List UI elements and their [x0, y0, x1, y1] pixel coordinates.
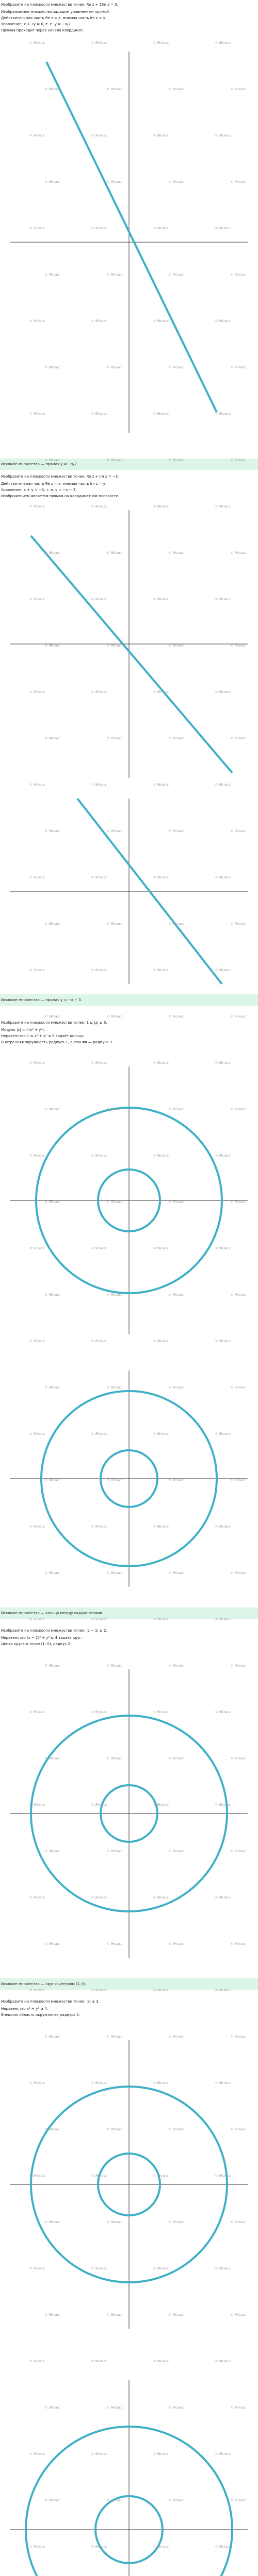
watermark: © ЯКласс	[91, 969, 107, 972]
watermark: © ЯКласс	[106, 2406, 123, 2410]
watermark: © ЯКласс	[106, 2313, 123, 2317]
watermark: © ЯКласс	[230, 1571, 247, 1575]
watermark: © ЯКласс	[168, 1015, 185, 1019]
watermark: © ЯКласс	[91, 319, 107, 323]
watermark: © ЯКласс	[168, 1479, 185, 1482]
watermark: © ЯКласс	[29, 1618, 45, 1621]
watermark: © ЯКласс	[44, 2221, 61, 2224]
watermark: © ЯКласс	[153, 412, 169, 416]
watermark: © ЯКласс	[29, 505, 45, 509]
watermark: © ЯКласс	[230, 366, 247, 369]
watermark: © ЯКласс	[230, 2128, 247, 2131]
watermark: © ЯКласс	[168, 1386, 185, 1389]
watermark: © ЯКласс	[91, 41, 107, 45]
watermark: © ЯКласс	[215, 134, 231, 138]
watermark: © ЯКласс	[91, 1340, 107, 1343]
watermark: © ЯКласс	[230, 551, 247, 555]
watermark: © ЯКласс	[215, 1989, 231, 1992]
watermark: © ЯКласс	[106, 1108, 123, 1111]
ex1-line-2: Действительная часть Re z = x, мнимая часть Im z = y.	[1, 16, 106, 20]
watermark: © ЯКласс	[153, 598, 169, 601]
watermark: © ЯКласс	[168, 366, 185, 369]
watermark: © ЯКласс	[29, 1061, 45, 1065]
watermark: © ЯКласс	[29, 1247, 45, 1250]
watermark: © ЯКласс	[153, 1618, 169, 1621]
watermark: © ЯКласс	[91, 690, 107, 694]
watermark: © ЯКласс	[44, 1850, 61, 1853]
ex1-title: Изобразите на плоскости множество точек: Re z + 2Im z = 0.	[1, 3, 118, 7]
watermark: © ЯКласс	[168, 88, 185, 91]
watermark: © ЯКласс	[106, 1386, 123, 1389]
ex5-title: Изобразите на плоскости множество точек: |z| ≥ 2.	[1, 1999, 100, 2004]
ex5-graph	[0, 2030, 258, 2339]
watermark: © ЯКласс	[91, 876, 107, 879]
watermark: © ЯКласс	[91, 1061, 107, 1065]
watermark: © ЯКласс	[106, 1015, 123, 1019]
watermark: © ЯКласс	[91, 1432, 107, 1436]
watermark: © ЯКласс	[29, 2545, 45, 2549]
watermark: © ЯКласс	[153, 1525, 169, 1529]
watermark: © ЯКласс	[215, 1340, 231, 1343]
ex4-line-1: Неравенство (x − 1)² + y² ≤ 4 задаёт круг.	[1, 1636, 83, 1640]
watermark: © ЯКласс	[215, 1803, 231, 1807]
ex2-line-1: Действительная часть Re z = x, мнимая часть Im z = y.	[1, 482, 106, 486]
watermark: © ЯКласс	[168, 1200, 185, 1204]
watermark: © ЯКласс	[215, 1525, 231, 1529]
watermark: © ЯКласс	[44, 1386, 61, 1389]
watermark: © ЯКласс	[230, 1200, 247, 1204]
watermark: © ЯКласс	[91, 412, 107, 416]
ex3-line-1: Модуль |z| = √(x² + y²).	[1, 1028, 45, 1032]
watermark: © ЯКласс	[153, 2545, 169, 2549]
watermark: © ЯКласс	[168, 273, 185, 277]
watermark: © ЯКласс	[29, 1525, 45, 1529]
watermark: © ЯКласс	[91, 1247, 107, 1250]
ex1-line-4: Прямая проходит через начало координат.	[1, 28, 84, 32]
ex2-graph-b	[0, 793, 258, 989]
watermark: © ЯКласс	[44, 644, 61, 648]
watermark: © ЯКласс	[29, 1340, 45, 1343]
watermark: © ЯКласс	[106, 1571, 123, 1575]
watermark: © ЯКласс	[44, 459, 61, 462]
ex3-answer: Искомое множество — кольцо между окружностями.	[1, 1611, 104, 1615]
ex3-line-2: Неравенство 1 ≤ x² + y² ≤ 9 задаёт кольцо.	[1, 1034, 85, 1038]
watermark: © ЯКласс	[230, 1757, 247, 1760]
ex3-title: Изобразите на плоскости множество точек: 1 ≤ |z| ≤ 3.	[1, 1021, 107, 1025]
watermark: © ЯКласс	[29, 969, 45, 972]
watermark: © ЯКласс	[230, 737, 247, 740]
watermark: © ЯКласс	[168, 551, 185, 555]
watermark: © ЯКласс	[91, 1803, 107, 1807]
watermark: © ЯКласс	[106, 1479, 123, 1482]
watermark: © ЯКласс	[168, 459, 185, 462]
ex4-graph	[0, 1659, 258, 1968]
watermark: © ЯКласс	[215, 1896, 231, 1900]
watermark: © ЯКласс	[215, 227, 231, 230]
watermark: © ЯКласс	[44, 273, 61, 277]
watermark: © ЯКласс	[153, 1989, 169, 1992]
watermark: © ЯКласс	[153, 783, 169, 787]
watermark: © ЯКласс	[29, 319, 45, 323]
ex1-graph	[0, 41, 258, 443]
ex2-answer: Искомое множество — прямая y = −x − 3.	[1, 998, 82, 1002]
watermark: © ЯКласс	[44, 1200, 61, 1204]
watermark: © ЯКласс	[44, 180, 61, 184]
watermark: © ЯКласс	[215, 969, 231, 972]
watermark: © ЯКласс	[44, 1293, 61, 1297]
watermark: © ЯКласс	[91, 2267, 107, 2270]
ex5-line-2: Внешняя область окружности радиуса 2.	[1, 2013, 80, 2017]
ex5-line-1: Неравенство x² + y² ≥ 4.	[1, 2007, 49, 2011]
watermark: © ЯКласс	[153, 1340, 169, 1343]
watermark: © ЯКласс	[230, 459, 247, 462]
ex4-answer: Искомое множество — круг с центром (1; 0).	[1, 1982, 87, 1986]
watermark: © ЯКласс	[230, 829, 247, 833]
watermark: © ЯКласс	[168, 1942, 185, 1946]
watermark: © ЯКласс	[215, 2174, 231, 2178]
watermark: © ЯКласс	[44, 1479, 61, 1482]
watermark: © ЯКласс	[153, 1432, 169, 1436]
watermark: © ЯКласс	[153, 134, 169, 138]
watermark: © ЯКласс	[44, 1942, 61, 1946]
watermark: © ЯКласс	[230, 2313, 247, 2317]
watermark: © ЯКласс	[44, 1015, 61, 1019]
watermark: © ЯКласс	[106, 1850, 123, 1853]
ex1-answer: Искомое множество — прямая y = −x/2.	[1, 462, 78, 466]
watermark: © ЯКласс	[29, 1710, 45, 1714]
watermark: © ЯКласс	[230, 1293, 247, 1297]
watermark: © ЯКласс	[44, 366, 61, 369]
watermark: © ЯКласс	[91, 2174, 107, 2178]
watermark: © ЯКласс	[230, 1386, 247, 1389]
watermark: © ЯКласс	[106, 459, 123, 462]
watermark: © ЯКласс	[153, 1896, 169, 1900]
watermark: © ЯКласс	[215, 1247, 231, 1250]
watermark: © ЯКласс	[106, 644, 123, 648]
watermark: © ЯКласс	[215, 598, 231, 601]
ex3-graph	[0, 1056, 258, 1345]
watermark: © ЯКласс	[168, 2128, 185, 2131]
watermark: © ЯКласс	[168, 1664, 185, 1668]
watermark: © ЯКласс	[230, 2035, 247, 2039]
watermark: © ЯКласс	[153, 505, 169, 509]
watermark: © ЯКласс	[215, 2452, 231, 2456]
watermark: © ЯКласс	[91, 1989, 107, 1992]
watermark: © ЯКласс	[168, 180, 185, 184]
ex3-line-3: Внутренняя окружность радиуса 1, внешняя — радиуса 3.	[1, 1040, 114, 1044]
watermark: © ЯКласс	[168, 2406, 185, 2410]
watermark: © ЯКласс	[91, 783, 107, 787]
watermark: © ЯКласс	[168, 922, 185, 926]
watermark: © ЯКласс	[91, 1710, 107, 1714]
watermark: © ЯКласс	[153, 227, 169, 230]
ex2-line-2: Уравнение: x + y = −3, т. е. y = −x − 3.	[1, 488, 77, 492]
watermark: © ЯКласс	[215, 1432, 231, 1436]
watermark: © ЯКласс	[215, 690, 231, 694]
watermark: © ЯКласс	[168, 2035, 185, 2039]
watermark: © ЯКласс	[29, 2267, 45, 2270]
watermark: © ЯКласс	[91, 1618, 107, 1621]
watermark: © ЯКласс	[106, 2221, 123, 2224]
watermark: © ЯКласс	[29, 41, 45, 45]
watermark: © ЯКласс	[44, 1757, 61, 1760]
watermark: © ЯКласс	[168, 829, 185, 833]
watermark: © ЯКласс	[44, 88, 61, 91]
watermark: © ЯКласс	[153, 1061, 169, 1065]
watermark: © ЯКласс	[230, 180, 247, 184]
watermark: © ЯКласс	[230, 1108, 247, 1111]
watermark: © ЯКласс	[230, 273, 247, 277]
watermark: © ЯКласс	[153, 1247, 169, 1250]
watermark: © ЯКласс	[230, 1664, 247, 1668]
watermark: © ЯКласс	[230, 922, 247, 926]
watermark: © ЯКласс	[106, 2035, 123, 2039]
watermark: © ЯКласс	[215, 319, 231, 323]
watermark: © ЯКласс	[106, 1942, 123, 1946]
watermark: © ЯКласс	[153, 2081, 169, 2085]
watermark: © ЯКласс	[168, 2221, 185, 2224]
ex3-graph-b	[0, 1360, 258, 1597]
watermark: © ЯКласс	[215, 1061, 231, 1065]
watermark: © ЯКласс	[168, 644, 185, 648]
watermark: © ЯКласс	[215, 1710, 231, 1714]
watermark: © ЯКласс	[215, 412, 231, 416]
watermark: © ЯКласс	[230, 1479, 247, 1482]
watermark: © ЯКласс	[106, 737, 123, 740]
watermark: © ЯКласс	[168, 1108, 185, 1111]
watermark: © ЯКласс	[91, 1154, 107, 1158]
watermark: © ЯКласс	[106, 273, 123, 277]
watermark: © ЯКласс	[153, 2360, 169, 2363]
watermark: © ЯКласс	[91, 227, 107, 230]
watermark: © ЯКласс	[29, 690, 45, 694]
watermark: © ЯКласс	[230, 2221, 247, 2224]
watermark: © ЯКласс	[215, 783, 231, 787]
watermark: © ЯКласс	[29, 2081, 45, 2085]
watermark: © ЯКласс	[168, 1850, 185, 1853]
watermark: © ЯКласс	[91, 134, 107, 138]
watermark: © ЯКласс	[153, 876, 169, 879]
watermark: © ЯКласс	[168, 2499, 185, 2502]
watermark: © ЯКласс	[29, 2360, 45, 2363]
ex2-title: Изобразите на плоскости множество точек: Re z + Im z = −3.	[1, 474, 119, 479]
watermark: © ЯКласс	[91, 1896, 107, 1900]
watermark: © ЯКласс	[153, 1154, 169, 1158]
watermark: © ЯКласс	[230, 2406, 247, 2410]
watermark: © ЯКласс	[168, 1293, 185, 1297]
watermark: © ЯКласс	[230, 1850, 247, 1853]
watermark: © ЯКласс	[215, 1154, 231, 1158]
watermark: © ЯКласс	[44, 922, 61, 926]
watermark: © ЯКласс	[29, 1432, 45, 1436]
watermark: © ЯКласс	[91, 1525, 107, 1529]
watermark: © ЯКласс	[153, 1803, 169, 1807]
watermark: © ЯКласс	[230, 88, 247, 91]
watermark: © ЯКласс	[215, 2267, 231, 2270]
ex1-line-1: Изображаемое множество зададим уравнением прямой.	[1, 10, 110, 14]
watermark: © ЯКласс	[91, 598, 107, 601]
ex2-line-3: Изображением является прямая на координатной плоскости.	[1, 494, 120, 498]
watermark: © ЯКласс	[230, 644, 247, 648]
watermark: © ЯКласс	[153, 2174, 169, 2178]
watermark: © ЯКласс	[106, 88, 123, 91]
watermark: © ЯКласс	[106, 1757, 123, 1760]
watermark: © ЯКласс	[29, 1989, 45, 1992]
watermark: © ЯКласс	[44, 551, 61, 555]
watermark: © ЯКласс	[168, 2313, 185, 2317]
watermark: © ЯКласс	[44, 1108, 61, 1111]
ex4-line-2: Центр круга в точке (1; 0), радиус 2.	[1, 1642, 72, 1646]
watermark: © ЯКласс	[106, 551, 123, 555]
watermark: © ЯКласс	[44, 829, 61, 833]
ex4-title: Изобразите на плоскости множество точек: |z − 1| ≤ 2.	[1, 1629, 107, 1633]
watermark: © ЯКласс	[106, 1293, 123, 1297]
watermark: © ЯКласс	[91, 2360, 107, 2363]
watermark: © ЯКласс	[91, 505, 107, 509]
watermark: © ЯКласс	[230, 1015, 247, 1019]
watermark: © ЯКласс	[44, 1664, 61, 1668]
watermark: © ЯКласс	[230, 2499, 247, 2502]
watermark: © ЯКласс	[91, 2545, 107, 2549]
watermark: © ЯКласс	[106, 1664, 123, 1668]
watermark: © ЯКласс	[29, 412, 45, 416]
watermark: © ЯКласс	[106, 180, 123, 184]
watermark: © ЯКласс	[91, 2081, 107, 2085]
ex2-graph-a	[0, 505, 258, 783]
watermark: © ЯКласс	[44, 2406, 61, 2410]
watermark: © ЯКласс	[44, 2313, 61, 2317]
watermark: © ЯКласс	[153, 2267, 169, 2270]
watermark: © ЯКласс	[153, 2452, 169, 2456]
watermark: © ЯКласс	[215, 2081, 231, 2085]
watermark: © ЯКласс	[44, 2499, 61, 2502]
watermark: © ЯКласс	[106, 2499, 123, 2502]
watermark: © ЯКласс	[215, 505, 231, 509]
watermark: © ЯКласс	[153, 969, 169, 972]
watermark: © ЯКласс	[29, 1803, 45, 1807]
watermark: © ЯКласс	[168, 1757, 185, 1760]
watermark: © ЯКласс	[215, 2360, 231, 2363]
watermark: © ЯКласс	[29, 134, 45, 138]
watermark: © ЯКласс	[153, 690, 169, 694]
watermark: © ЯКласс	[106, 2128, 123, 2131]
watermark: © ЯКласс	[44, 2035, 61, 2039]
watermark: © ЯКласс	[29, 227, 45, 230]
watermark: © ЯКласс	[29, 783, 45, 787]
watermark: © ЯКласс	[215, 2545, 231, 2549]
watermark: © ЯКласс	[106, 922, 123, 926]
watermark: © ЯКласс	[44, 1571, 61, 1575]
watermark: © ЯКласс	[29, 1896, 45, 1900]
watermark: © ЯКласс	[29, 876, 45, 879]
watermark: © ЯКласс	[153, 41, 169, 45]
watermark: © ЯКласс	[215, 1618, 231, 1621]
watermark: © ЯКласс	[29, 2452, 45, 2456]
watermark: © ЯКласс	[44, 2128, 61, 2131]
watermark: © ЯКласс	[29, 2174, 45, 2178]
watermark: © ЯКласс	[91, 2452, 107, 2456]
watermark: © ЯКласс	[168, 1571, 185, 1575]
watermark: © ЯКласс	[168, 737, 185, 740]
watermark: © ЯКласс	[106, 829, 123, 833]
watermark: © ЯКласс	[106, 366, 123, 369]
ex1-line-3: Уравнение: x + 2y = 0, т. е. y = −x/2.	[1, 22, 72, 26]
watermark: © ЯКласс	[44, 737, 61, 740]
watermark: © ЯКласс	[29, 598, 45, 601]
watermark: © ЯКласс	[153, 1710, 169, 1714]
watermark: © ЯКласс	[29, 1154, 45, 1158]
watermark: © ЯКласс	[230, 1942, 247, 1946]
watermark: © ЯКласс	[215, 41, 231, 45]
watermark: © ЯКласс	[106, 1200, 123, 1204]
watermark: © ЯКласс	[153, 319, 169, 323]
watermark: © ЯКласс	[215, 876, 231, 879]
